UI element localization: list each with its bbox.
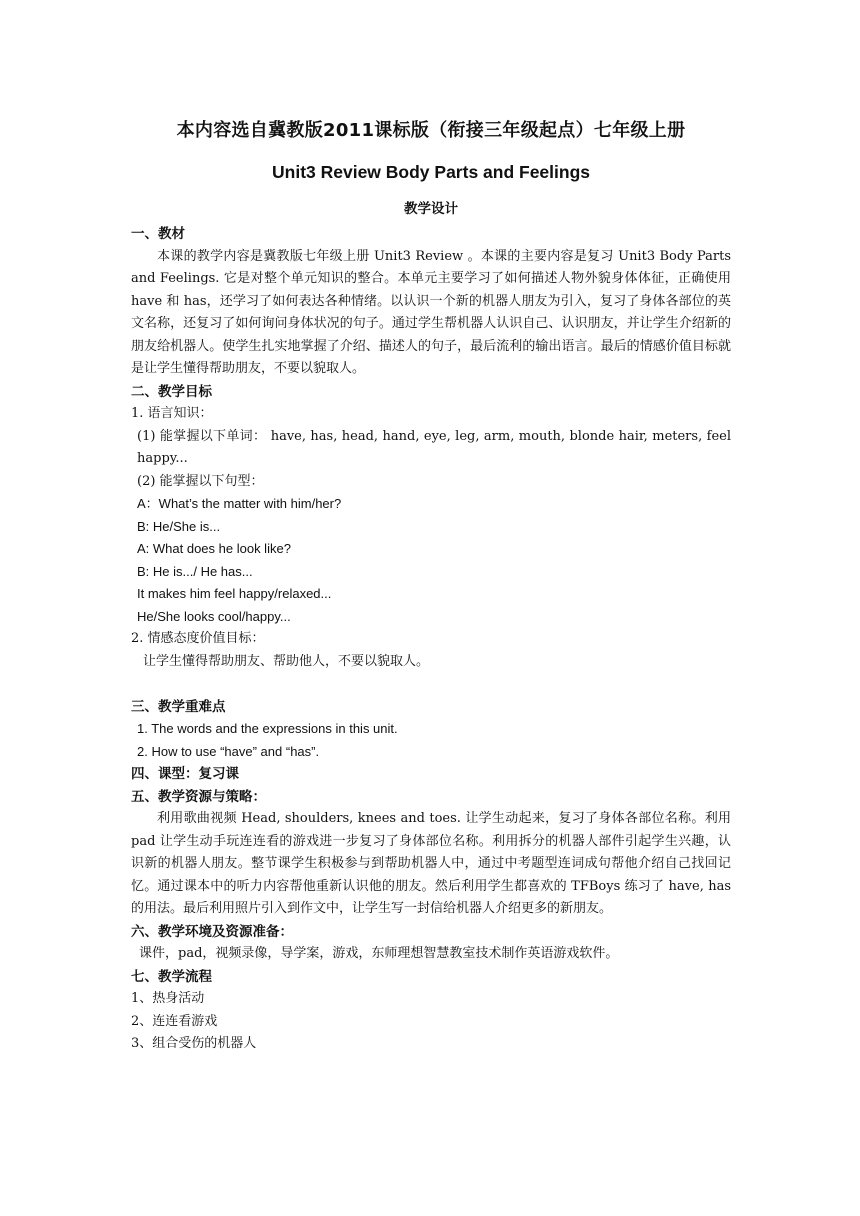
section-heading-lesson-type: 四、课型：复习课 (131, 766, 239, 782)
sentence-pattern-line: A: What does he look like? (137, 541, 291, 556)
section-heading-key-points: 三、教学重难点 (131, 698, 226, 715)
environment-text: 课件，pad，视频录像，导学案，游戏，东师理想智慧教室技术制作英语游戏软件。 (139, 946, 619, 961)
key-point-item: 1. The words and the expressions in this unit. (137, 721, 398, 736)
objective-language-knowledge: 1. 语言知识： (131, 406, 213, 421)
document-title: 本内容选自冀教版2011课标版（衔接三年级起点）七年级上册 (176, 120, 686, 141)
process-step: 1、热身活动 (131, 991, 205, 1006)
resources-paragraph: 利用歌曲视频 Head, shoulders, knees and toes. 让学生动起来，复习了身体各部位名称。利用 pad 让学生动手玩连连看的游戏进一步复习了身体部位名称。利用拆分的机器人部件引起学生兴趣，认识新的机器人朋友。整节课学生积极参与到帮助机器人中，通过中考题型连词成句帮他介绍自己找回记忆。通过课本中的听力内容帮他重新认识他的朋友。然后利用学生都喜欢的 TFBoys 练习了 have, has 的用法。最后利用照片引入到作文中，让学生写一封信给机器人介绍更多的新朋友。 (131, 811, 731, 916)
design-label: 教学设计 (404, 201, 458, 217)
sentence-pattern-line: He/She looks cool/happy... (137, 608, 291, 624)
emotional-objective-text: 让学生懂得帮助朋友、帮助他人，不要以貌取人。 (143, 653, 430, 669)
key-point-item: 2. How to use “have” and “has”. (137, 743, 320, 759)
sentence-pattern-line: A：What’s the matter with him/her? (137, 496, 342, 511)
section-heading-process: 七、教学流程 (131, 968, 212, 985)
section-heading-objectives: 二、教学目标 (131, 383, 212, 400)
sentence-pattern-line: It makes him feel happy/relaxed... (137, 586, 332, 601)
section-heading-materials: 一、教材 (131, 226, 185, 242)
blank-line (131, 673, 731, 696)
objective-emotional: 2. 情感态度价值目标： (131, 631, 265, 646)
objective-vocabulary: (1) 能掌握以下单词： have, has, head, hand, eye, leg, arm, mouth, blonde hair, meters, feel happy... (137, 428, 731, 466)
materials-paragraph: 本课的教学内容是冀教版七年级上册 Unit3 Review 。本课的主要内容是复习 Unit3 Body Parts and Feelings. 它是对整个单元知识的整合。本单元主要学习了如何描述人物外貌身体体征，正确使用 have 和 has，还学习了如何表达各种情绪。以认识一个新的机器人朋友为引入，复习了身体各部位的英文名称，还复习了如何询问身体状况的句子。通过学生帮机器人认识自己、认识朋友，并让学生介绍新的朋友给机器人。使学生扎实地掌握了介绍、描述人的句子，最后流利的输出语言。最后的情感价值目标就是让学生懂得帮助朋友，不要以貌取人。 (131, 248, 731, 376)
sentence-pattern-line: B: He/She is... (137, 518, 221, 534)
process-step: 2、连连看游戏 (131, 1013, 218, 1029)
document-page (131, 116, 731, 1056)
process-step: 3、组合受伤的机器人 (131, 1036, 257, 1051)
objective-sentence-patterns: (2) 能掌握以下句型： (137, 473, 264, 489)
unit-title: Unit3 Review Body Parts and Feelings (272, 162, 590, 182)
sentence-pattern-line: B: He is.../ He has... (137, 563, 253, 579)
section-heading-resources: 五、教学资源与策略： (131, 788, 266, 805)
section-heading-environment: 六、教学环境及资源准备： (131, 923, 293, 940)
